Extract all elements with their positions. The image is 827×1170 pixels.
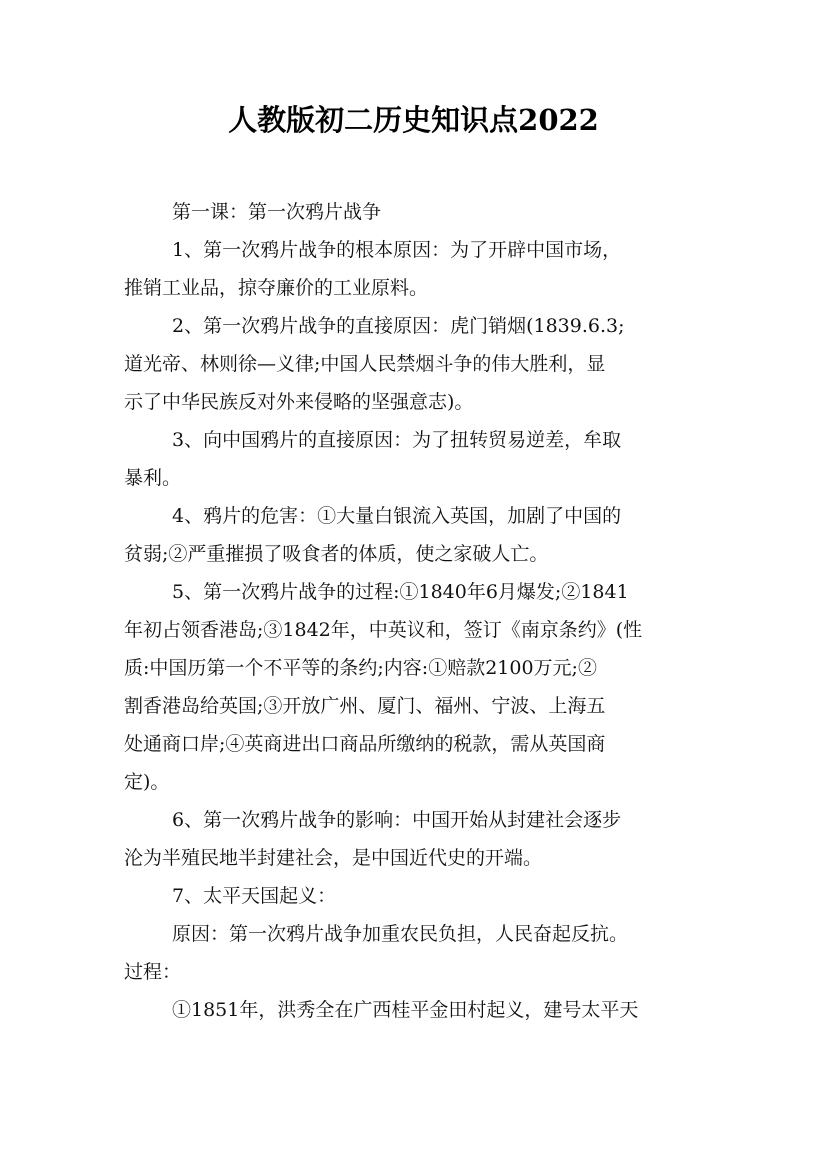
paragraph-1-line-2: 推销工业品，掠夺廉价的工业原料。 <box>124 277 429 299</box>
paragraph-5-line-5: 处通商口岸;④英商进出口商品所缴纳的税款，需从英国商 <box>124 733 606 755</box>
paragraph-2-line-3: 示了中华民族反对外来侵略的坚强意志)。 <box>124 391 474 413</box>
paragraph-2-line-1: 2、第一次鸦片战争的直接原因：虎门销烟(1839.6.3; <box>172 315 625 337</box>
paragraph-7-cause: 原因：第一次鸦片战争加重农民负担，人民奋起反抗。 <box>172 923 629 945</box>
paragraph-4-line-2: 贫弱;②严重摧损了吸食者的体质，使之家破人亡。 <box>124 543 549 565</box>
paragraph-7-heading: 7、太平天国起义： <box>172 885 337 907</box>
paragraph-7-process-line-1: ①1851年，洪秀全在广西桂平金田村起义，建号太平天 <box>172 999 639 1021</box>
paragraph-1-line-1: 1、第一次鸦片战争的根本原因：为了开辟中国市场， <box>172 239 622 261</box>
paragraph-5-line-1: 5、第一次鸦片战争的过程:①1840年6月爆发;②1841 <box>172 581 629 603</box>
paragraph-6-line-1: 6、第一次鸦片战争的影响：中国开始从封建社会逐步 <box>172 809 622 831</box>
paragraph-5-line-2: 年初占领香港岛;③1842年，中英议和，签订《南京条约》(性 <box>124 619 643 641</box>
document-body <box>124 193 709 1029</box>
paragraph-4-line-1: 4、鸦片的危害：①大量白银流入英国，加剧了中国的 <box>172 505 622 527</box>
paragraph-2-line-2: 道光帝、林则徐—义律;中国人民禁烟斗争的伟大胜利，显 <box>124 353 606 375</box>
document-title: 人教版初二历史知识点2022 <box>228 103 599 137</box>
paragraph-5-line-6: 定)。 <box>124 771 170 793</box>
paragraph-5-line-3: 质:中国历第一个不平等的条约;内容:①赔款2100万元;② <box>124 657 597 679</box>
lesson-heading: 第一课：第一次鸦片战争 <box>172 201 382 223</box>
paragraph-5-line-4: 割香港岛给英国;③开放广州、厦门、福州、宁波、上海五 <box>124 695 606 717</box>
paragraph-7-process-label: 过程： <box>124 961 182 983</box>
paragraph-3-line-1: 3、向中国鸦片的直接原因：为了扭转贸易逆差，牟取 <box>172 429 622 451</box>
paragraph-3-line-2: 暴利。 <box>124 467 182 489</box>
paragraph-6-line-2: 沦为半殖民地半封建社会，是中国近代史的开端。 <box>124 847 543 869</box>
